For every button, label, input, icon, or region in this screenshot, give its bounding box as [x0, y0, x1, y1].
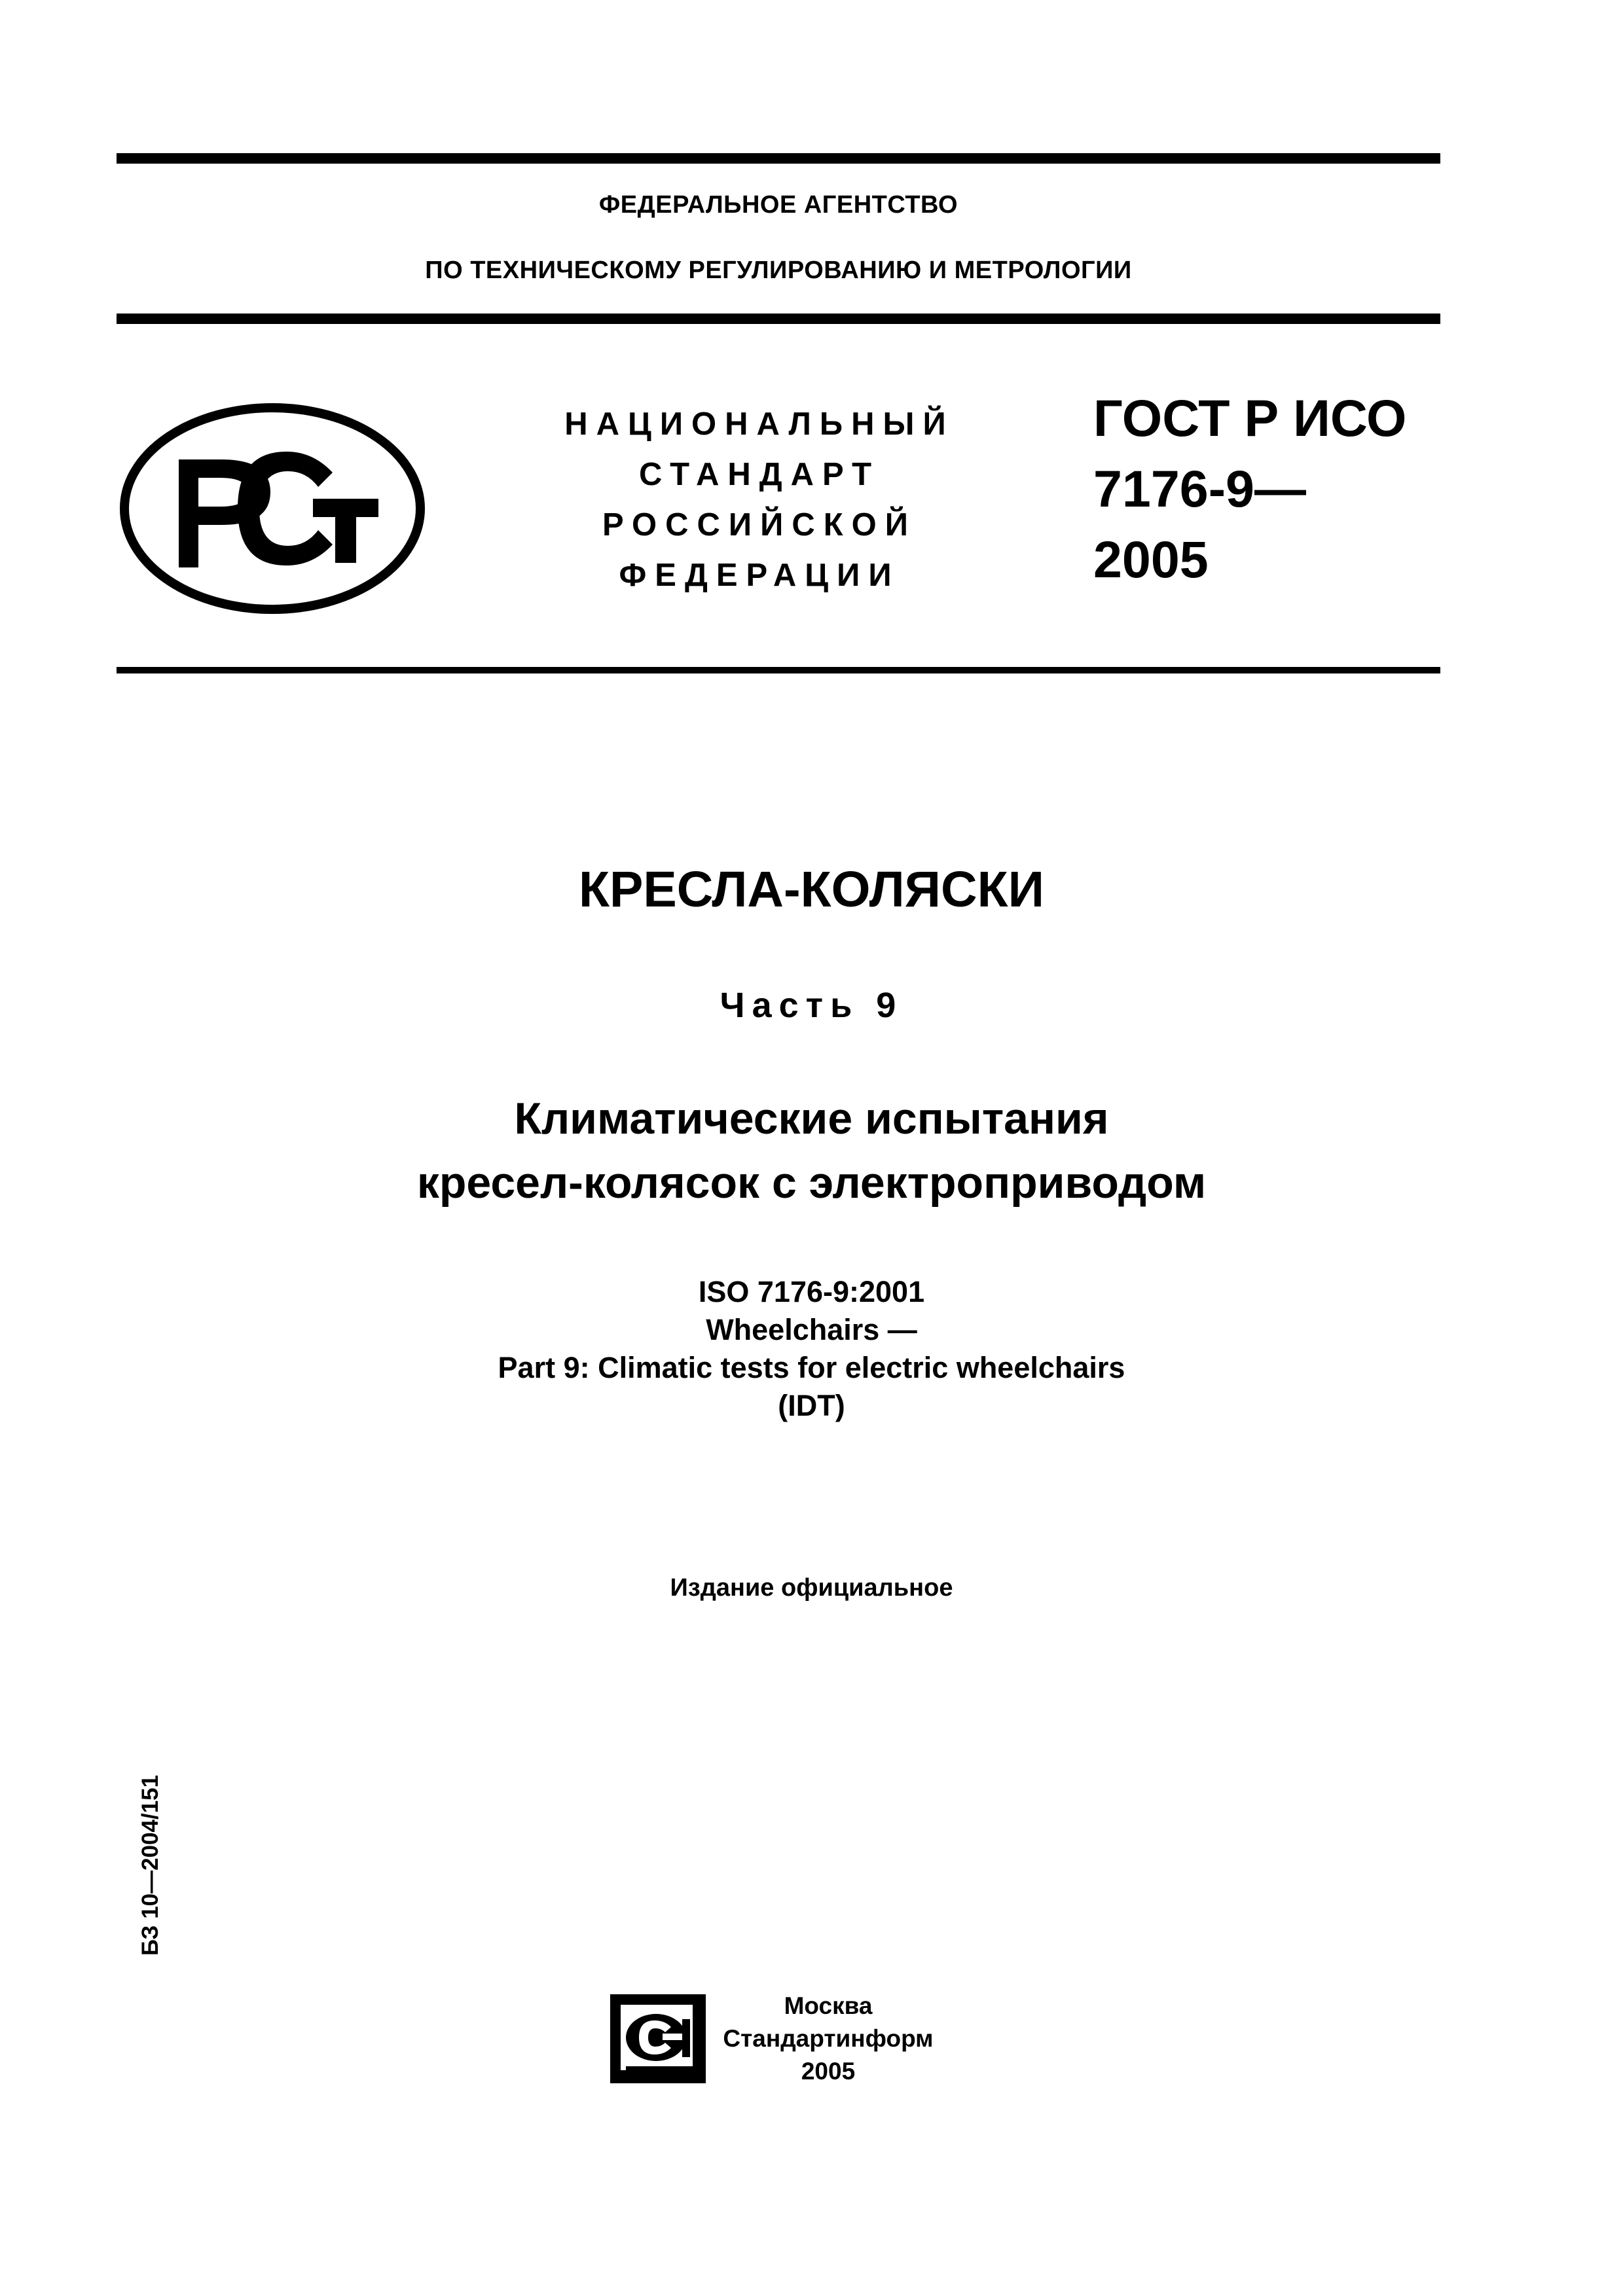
bottom-rule — [117, 667, 1440, 673]
publisher-year: 2005 — [801, 2058, 856, 2085]
designation-line-3: 2005 — [1093, 530, 1209, 588]
agency-name-line-1: ФЕДЕРАЛЬНОЕ АГЕНТСТВО — [598, 191, 958, 219]
top-rule — [117, 153, 1440, 164]
standard-type-line-4: ФЕДЕРАЦИИ — [619, 558, 900, 593]
publisher-block — [717, 1990, 939, 2088]
standard-type-line-3: РОССИЙСКОЙ — [602, 507, 917, 543]
publisher-city: Москва — [784, 1992, 873, 2019]
edition-label: Издание официальное — [670, 1574, 953, 1602]
registration-code: БЗ 10—2004/151 — [137, 1774, 163, 1956]
rst-certification-logo-icon — [117, 401, 428, 617]
standard-designation — [1093, 383, 1406, 595]
iso-title: Wheelchairs — — [706, 1313, 917, 1346]
document-title: КРЕСЛА-КОЛЯСКИ — [579, 861, 1044, 918]
publisher-name: Стандартинформ — [723, 2025, 934, 2052]
part-label: Часть 9 — [720, 986, 903, 1025]
standartinform-logo-icon — [609, 1993, 707, 2085]
designation-line-2: 7176-9— — [1093, 459, 1306, 518]
standard-type-line-2: СТАНДАРТ — [638, 457, 881, 492]
middle-rule — [117, 314, 1440, 324]
subtitle-line-1: Климатические испытания — [514, 1094, 1109, 1143]
iso-reference — [0, 1273, 1623, 1425]
agency-name-line-2: ПО ТЕХНИЧЕСКОМУ РЕГУЛИРОВАНИЮ И МЕТРОЛОГИИ — [425, 257, 1132, 284]
iso-part: Part 9: Climatic tests for electric wheelchairs — [498, 1351, 1125, 1384]
subtitle-line-2: кресел-колясок с электроприводом — [416, 1158, 1207, 1208]
document-subtitle — [0, 1086, 1623, 1215]
standard-type-line-1: НАЦИОНАЛЬНЫЙ — [564, 406, 955, 442]
iso-equivalence: (IDT) — [778, 1389, 845, 1422]
iso-number: ISO 7176-9:2001 — [698, 1275, 925, 1308]
standard-type-block — [547, 399, 972, 601]
designation-line-1: ГОСТ Р ИСО — [1093, 389, 1407, 447]
